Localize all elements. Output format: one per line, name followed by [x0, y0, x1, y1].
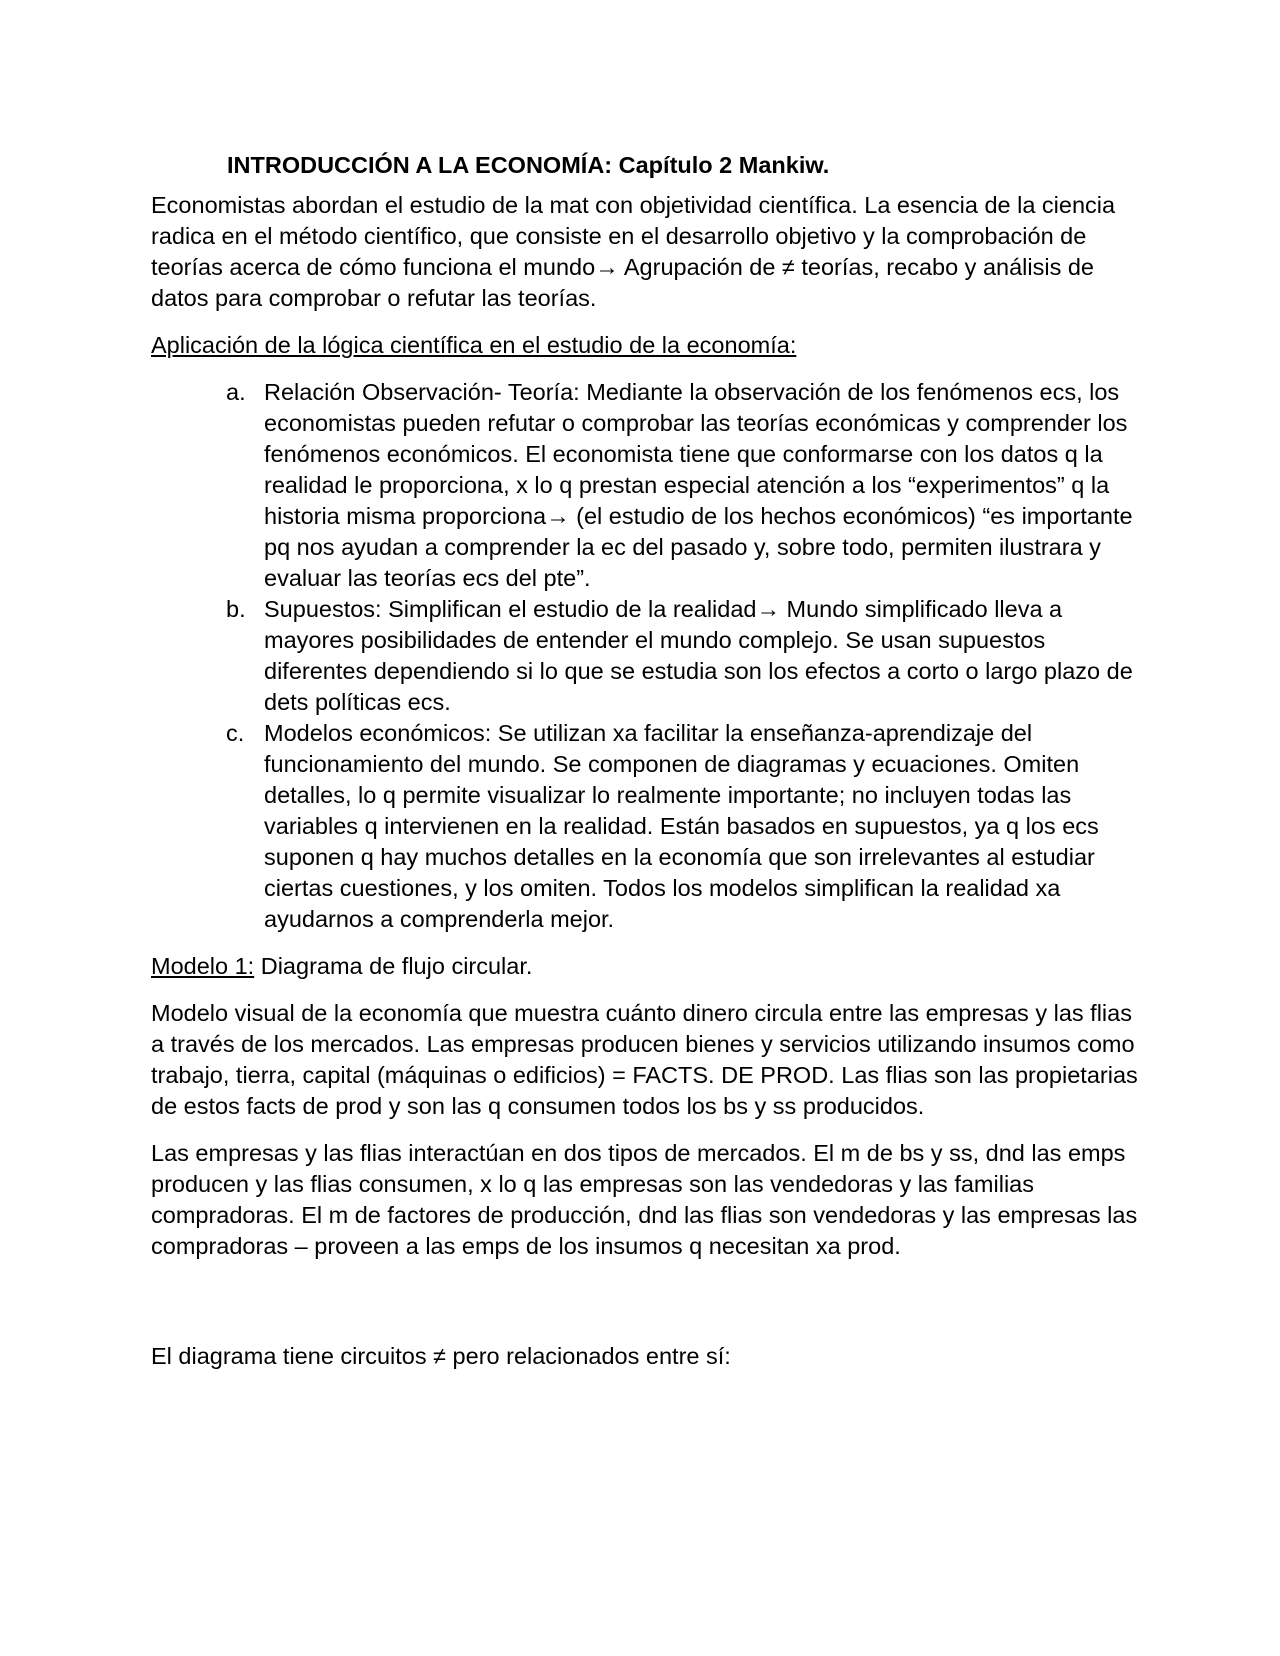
application-heading-text: Aplicación de la lógica científica en el estudio de la economía:: [151, 332, 797, 358]
list-item-text: Modelos económicos: Se utilizan xa facilitar la enseñanza-aprendizaje del funcionamiento del mundo. Se componen de diagramas y ecuaciones. Omiten detalles, lo q permite visualizar lo realmente importante; no incluyen todas las variables q intervienen en la realidad. Están basados en supuestos, ya q los ecs suponen q hay muchos detalles en la economía que son irrelevantes al estudiar ciertas cuestiones, y los omiten. Todos los modelos simplifican la realidad xa ayudarnos a comprenderla mejor.: [264, 720, 1099, 932]
list-item-text: Relación Observación- Teoría: Mediante la observación de los fenómenos ecs, los economistas pueden refutar o comprobar las teorías económicas y comprender los fenómenos económicos. El economista tiene que conformarse con los datos q la realidad le proporciona, x lo q prestan especial atención a los “experimentos” q la historia misma proporciona→ (el estudio de los hechos económicos) “es importante pq nos ayudan a comprender la ec del pasado y, sobre todo, permiten ilustrara y evaluar las teorías ecs del pte”.: [264, 379, 1133, 591]
model-heading: [151, 951, 1141, 982]
application-list: [151, 377, 1141, 935]
closing-line: El diagrama tiene circuitos ≠ pero relacionados entre sí:: [151, 1343, 731, 1369]
list-item-b: [151, 594, 1141, 718]
list-marker: c.: [226, 720, 245, 746]
list-marker: a.: [226, 379, 246, 405]
model-label: Modelo 1:: [151, 953, 255, 979]
model-title: Diagrama de flujo circular.: [254, 953, 533, 979]
application-heading: [151, 330, 1141, 361]
list-item-c: [151, 718, 1141, 935]
blank-line-spacer: [151, 1278, 1141, 1341]
list-item-a: [151, 377, 1141, 594]
model-paragraph-1: Modelo visual de la economía que muestra cuánto dinero circula entre las empresas y las flias a través de los mercados. Las empresas producen bienes y servicios utilizando insumos como trabajo, tierra, capital (máquinas o edificios) = FACTS. DE PROD. Las flias son las propietarias de estos facts de prod y son las q consumen todos los bs y ss producidos.: [151, 1000, 1138, 1119]
page-title: INTRODUCCIÓN A LA ECONOMÍA: Capítulo 2 Mankiw.: [227, 152, 830, 178]
document-body: [151, 150, 1141, 1388]
list-marker: b.: [226, 596, 246, 622]
list-item-text: Supuestos: Simplifican el estudio de la realidad→ Mundo simplificado lleva a mayores posibilidades de entender el mundo complejo. Se usan supuestos diferentes dependiendo si lo que se estudia son los efectos a corto o largo plazo de dets políticas ecs.: [264, 596, 1133, 715]
intro-paragraph: Economistas abordan el estudio de la mat con objetividad científica. La esencia de la ciencia radica en el método científico, que consiste en el desarrollo objetivo y la comprobación de teorías acerca de cómo funciona el mundo→ Agrupación de ≠ teorías, recabo y análisis de datos para comprobar o refutar las teorías.: [151, 192, 1116, 311]
model-paragraph-2: Las empresas y las flias interactúan en dos tipos de mercados. El m de bs y ss, dnd las emps producen y las flias consumen, x lo q las empresas son las vendedoras y las familias compradoras. El m de factores de producción, dnd las flias son vendedoras y las empresas las compradoras – proveen a las emps de los insumos q necesitan xa prod.: [151, 1140, 1138, 1259]
